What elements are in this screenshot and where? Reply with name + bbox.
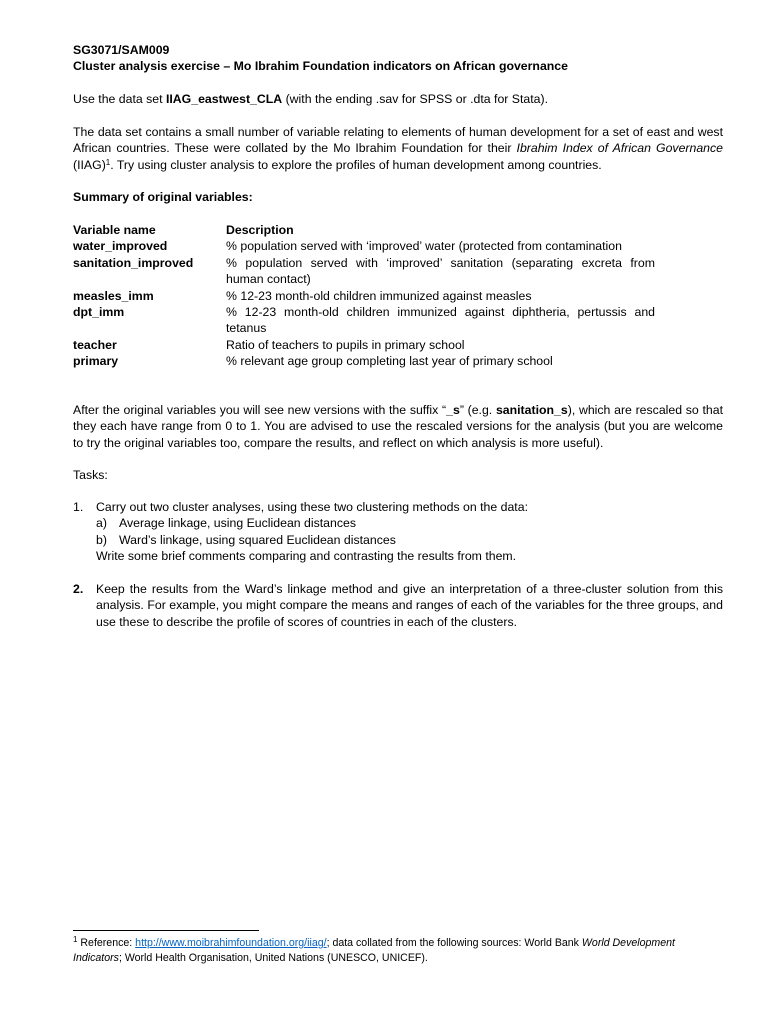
task-1 — [73, 499, 723, 565]
index-name: Ibrahim Index of African Governance — [516, 141, 724, 156]
variable-description: % population served with ‘improved’ sanitation (separating excreta from human contact) — [226, 255, 655, 287]
variable-description: % 12-23 month-old children immunized against diphtheria, pertussis and tetanus — [226, 305, 655, 336]
table-row — [73, 337, 723, 353]
variable-name: teacher — [73, 337, 117, 352]
task-text: Keep the results from the Ward’s linkage method and give an interpretation of a three-cluster solution from this analysis. For example, you might compare the means and ranges of each of the variables for the three groups, and use these to describe the profile of scores of countries in each of the clusters. — [96, 582, 723, 629]
document-header — [73, 42, 723, 75]
variable-name: primary — [73, 354, 119, 369]
task-1-item — [73, 499, 723, 515]
task-followup-text: Write some brief comments comparing and contrasting the results from them. — [96, 549, 517, 564]
task-text: Carry out two cluster analyses, using these two clustering methods on the data: — [96, 500, 528, 514]
task-number: 1. — [73, 500, 84, 514]
tasks-label: Tasks: — [73, 468, 108, 482]
footnote-ref: 1 — [105, 157, 111, 167]
document-title: Cluster analysis exercise – Mo Ibrahim Foundation indicators on African governance — [73, 59, 568, 74]
dataset-instruction: Use the data set IIAG_eastwest_CLA (with the ending .sav for SPSS or .dta for Stata). — [73, 92, 549, 106]
variable-name: dpt_imm — [73, 305, 125, 320]
variables-table — [73, 222, 723, 370]
reference-link[interactable]: http://www.moibrahimfoundation.org/iiag/ — [135, 937, 327, 949]
sub-item-letter: b) — [96, 532, 107, 547]
variable-description: % population served with ‘improved’ water (protected from contamination — [226, 239, 622, 254]
variable-description: % 12-23 month-old children immunized against measles — [226, 288, 532, 303]
source-title: World Development Indicators — [73, 937, 675, 964]
dataset-name: IIAG_eastwest_CLA — [165, 92, 283, 106]
table-row — [73, 238, 723, 254]
table-row — [73, 255, 723, 288]
table-row — [73, 353, 723, 369]
footnote-mark: 1 — [73, 935, 78, 944]
summary-heading: Summary of original variables: — [73, 190, 253, 204]
course-code: SG3071/SAM009 — [73, 43, 170, 57]
variable-description: % relevant age group completing last year of primary school — [226, 354, 553, 369]
task-2-item — [73, 581, 723, 630]
task-2 — [73, 581, 723, 630]
table-row — [73, 288, 723, 304]
sub-item-letter: a) — [96, 516, 107, 531]
sub-item-text: Average linkage, using Euclidean distances — [119, 516, 356, 531]
table-row — [73, 304, 723, 337]
rescale-paragraph: After the original variables you will see new versions with the suffix “_s” (e.g. sanitation_s), which are rescaled so that they each have range from 0 to 1. You are advised to use the rescaled versions for the analysis (but you are welcome to try the original variables too, compare the results, and reflect on which analysis is more useful). — [73, 403, 723, 450]
column-header-name: Variable name — [73, 223, 156, 237]
sub-item-text: Ward’s linkage, using squared Euclidean distances — [119, 532, 396, 547]
sub-item — [73, 515, 723, 531]
variable-description: Ratio of teachers to pupils in primary school — [226, 337, 465, 352]
footnote: $^1$ Reference: http://www.moibrahimfoundation.org/iiag/; data collated from the following sources: World Bank World Development Indicators; World Health Organisation, United Nations (UNESCO, UNICEF). — [73, 935, 675, 964]
dataset-description: The data set contains a small number of variable relating to elements of human development for a set of east and west African countries. These were collated by the Mo Ibrahim Foundation for their Ibrahim Index of African Governance (IIAG)$^1$. Try using cluster analysis to explore the profiles of human development among countries. — [73, 125, 724, 172]
variable-name: sanitation_improved — [73, 255, 194, 270]
variable-name: measles_imm — [73, 288, 154, 303]
task-number: 2. — [73, 582, 84, 596]
column-header-description: Description — [226, 223, 294, 237]
task-1-followup — [73, 548, 723, 564]
footnote-divider — [73, 930, 259, 931]
sub-item — [73, 532, 723, 548]
example-variable: sanitation_s — [495, 403, 568, 417]
suffix-code: _s — [446, 403, 460, 417]
variable-name: water_improved — [73, 239, 168, 254]
variables-table-header — [73, 222, 723, 238]
